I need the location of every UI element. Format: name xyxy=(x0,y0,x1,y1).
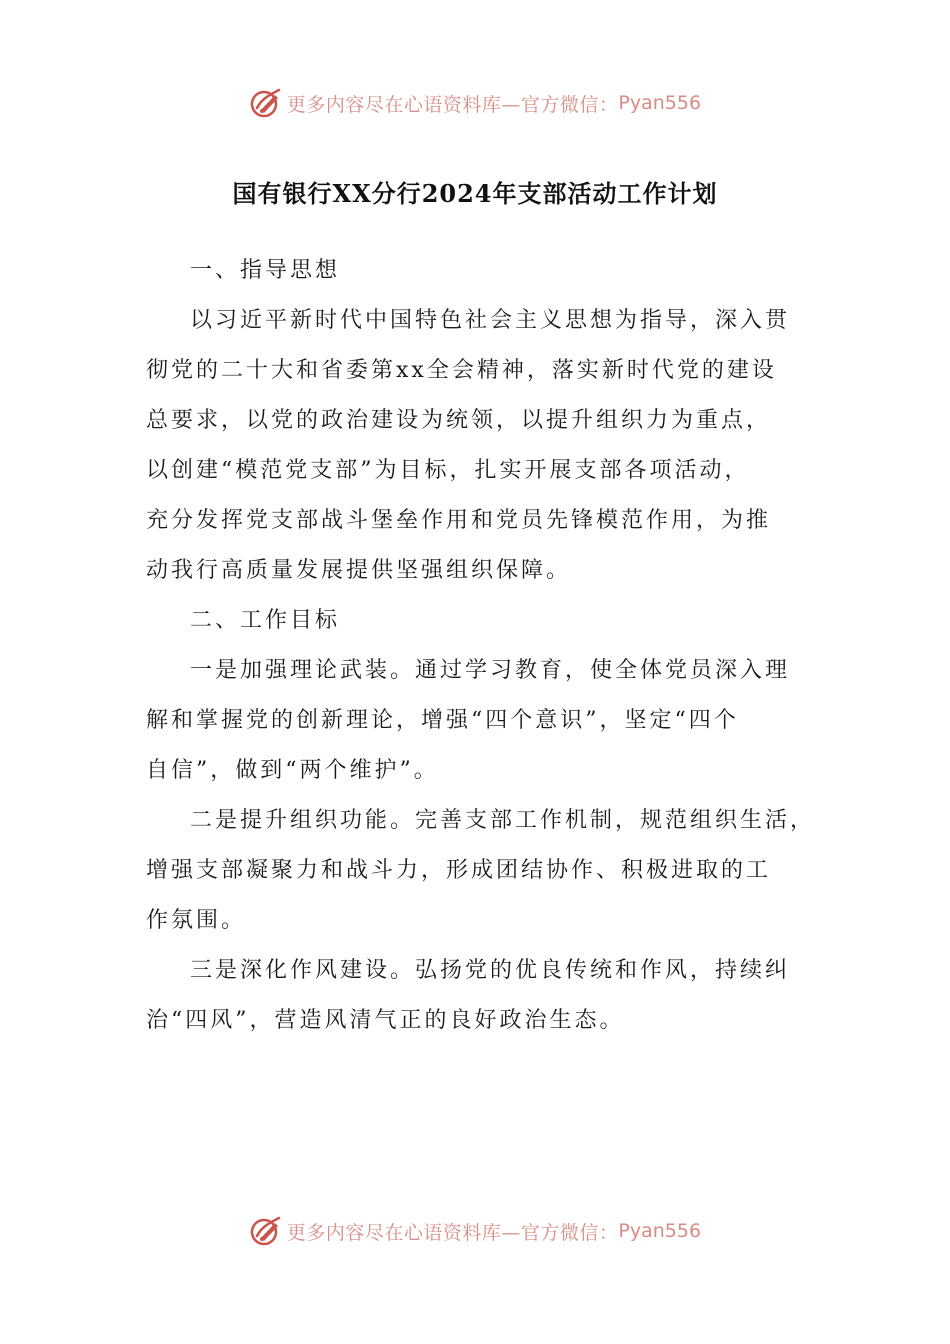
watermark-wechat-id: Pyan556 xyxy=(618,92,702,114)
paragraph-line: 彻党的二十大和省委第xx全会精神，落实新时代党的建设 xyxy=(146,358,777,383)
paragraph-line: 治“四风”，营造风清气正的良好政治生态。 xyxy=(146,1008,625,1033)
pen-logo-icon xyxy=(249,86,283,120)
pen-logo-icon xyxy=(249,1214,283,1248)
document-body xyxy=(146,246,826,1046)
paragraph-line: 动我行高质量发展提供坚强组织保障。 xyxy=(146,558,572,583)
paragraph-line: 自信”，做到“两个维护”。 xyxy=(146,758,439,783)
paragraph-line: 以习近平新时代中国特色社会主义思想为指导，深入贯 xyxy=(190,308,791,333)
watermark-footer xyxy=(0,1211,950,1251)
paragraph-line: 二是提升组织功能。完善支部工作机制，规范组织生活， xyxy=(190,808,816,833)
paragraph-line: 三是深化作风建设。弘扬党的优良传统和作风，持续纠 xyxy=(190,958,791,983)
document-title: 国有银行XX分行2024年支部活动工作计划 xyxy=(232,179,718,208)
paragraph-line: 增强支部凝聚力和战斗力，形成团结协作、积极进取的工 xyxy=(146,858,772,883)
watermark-header xyxy=(0,83,950,123)
paragraph-line: 总要求，以党的政治建设为统领，以提升组织力为重点， xyxy=(146,408,772,433)
paragraph-line: 作氛围。 xyxy=(146,908,247,933)
paragraph-line: 充分发挥党支部战斗堡垒作用和党员先锋模范作用，为推 xyxy=(146,508,772,533)
paragraph-line: 一是加强理论武装。通过学习教育，使全体党员深入理 xyxy=(190,658,791,683)
paragraph-line: 解和掌握党的创新理论，增强“四个意识”，坚定“四个 xyxy=(146,708,739,733)
watermark-wechat-id: Pyan556 xyxy=(618,1220,702,1242)
paragraph-line: 以创建“模范党支部”为目标，扎实开展支部各项活动， xyxy=(146,458,750,483)
section-heading: 二、工作目标 xyxy=(190,608,341,633)
watermark-text: 更多内容尽在心语资料库—官方微信： xyxy=(286,93,619,116)
section-heading: 一、指导思想 xyxy=(190,258,341,283)
watermark-text: 更多内容尽在心语资料库—官方微信： xyxy=(286,1221,619,1244)
